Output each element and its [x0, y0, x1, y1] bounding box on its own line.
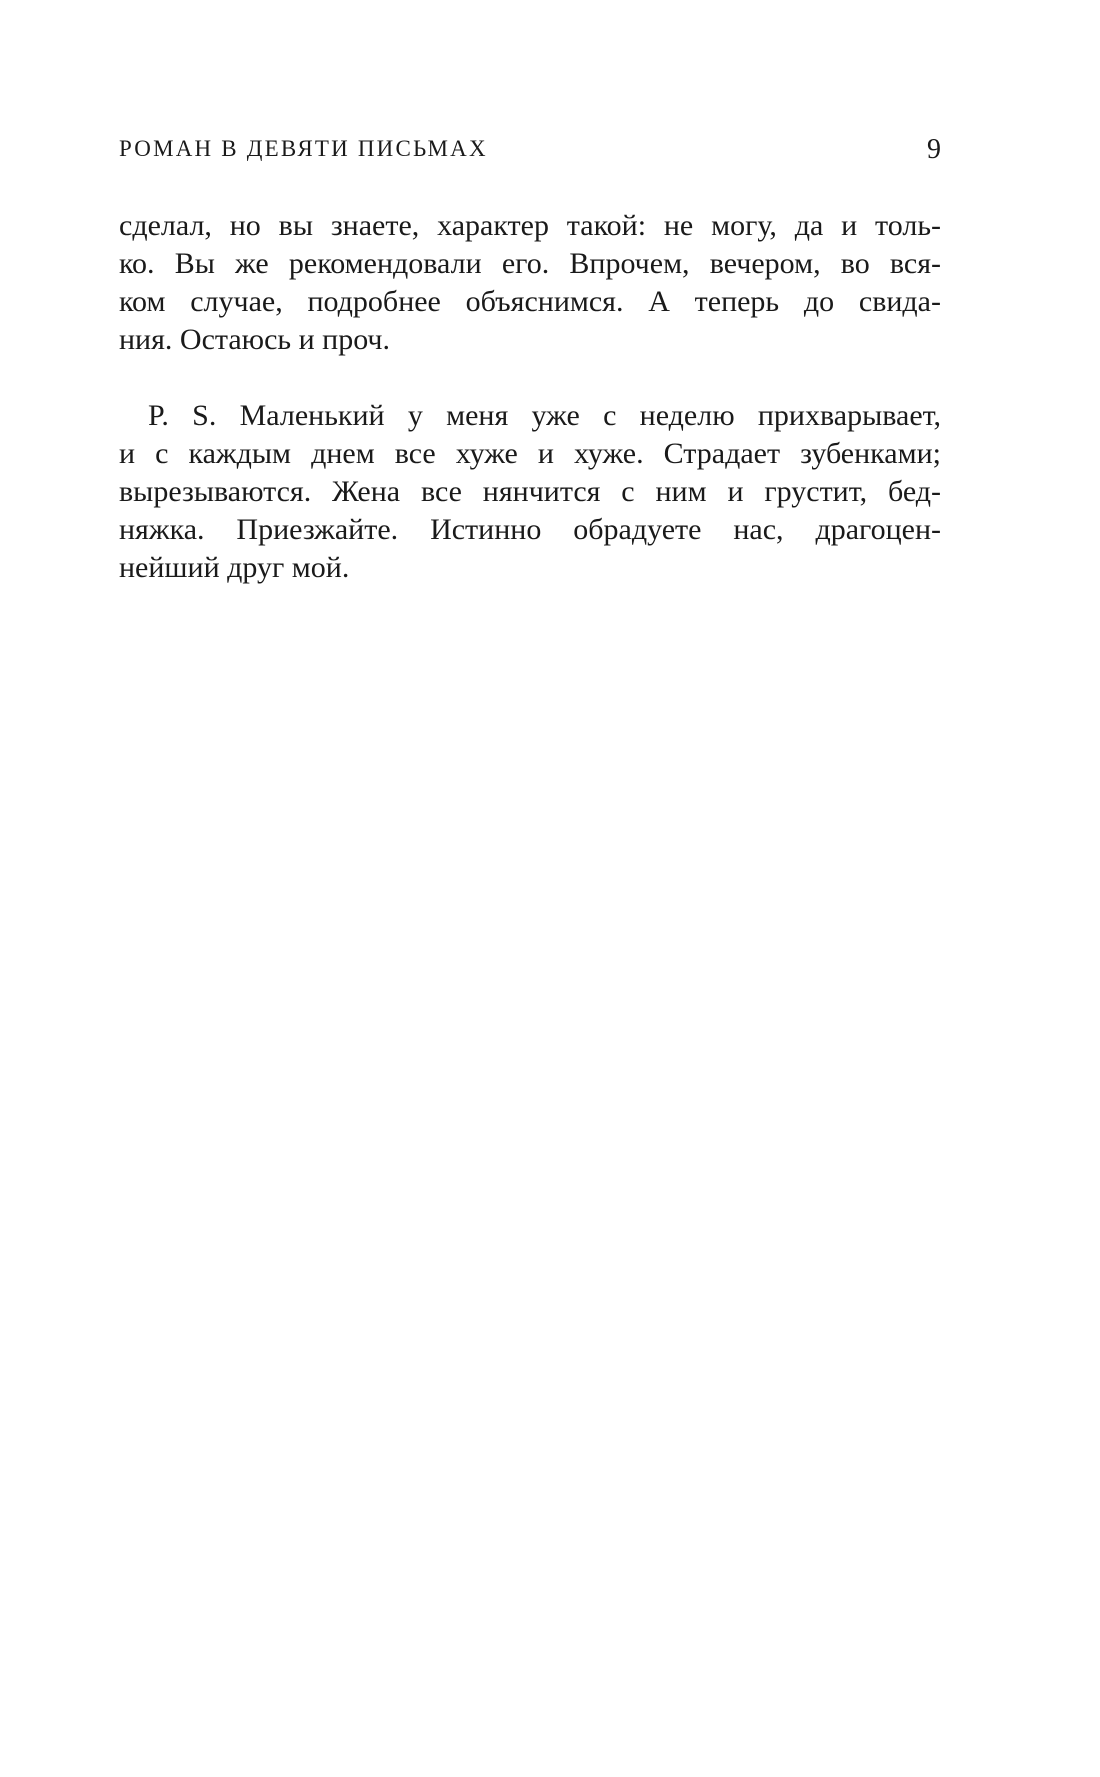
- text-line: ния. Остаюсь и проч.: [119, 323, 391, 356]
- text-line: нейший друг мой.: [119, 551, 350, 584]
- text-line: вырезываются. Жена все нянчится с ним и грустит, бед-: [119, 475, 941, 508]
- text-line: P. S. Маленький у меня уже с неделю прихварывает,: [148, 399, 941, 432]
- text-line: ко. Вы же рекомендовали его. Впрочем, вечером, во вся-: [119, 247, 941, 280]
- body-text: [119, 207, 941, 587]
- running-head: [119, 136, 941, 176]
- text-line: ком случае, подробнее объяснимся. А теперь до свида-: [119, 285, 941, 318]
- page-number: 9: [927, 134, 941, 165]
- text-line: и с каждым днем все хуже и хуже. Страдает зубенками;: [119, 437, 941, 470]
- running-title: РОМАН В ДЕВЯТИ ПИСЬМАХ: [119, 136, 488, 161]
- text-line: сделал, но вы знаете, характер такой: не могу, да и толь-: [119, 209, 941, 242]
- text-line: няжка. Приезжайте. Истинно обрадуете нас, драгоцен-: [119, 513, 941, 546]
- paragraph-postscript: [119, 397, 941, 587]
- paragraph-letter-ending: [119, 207, 941, 359]
